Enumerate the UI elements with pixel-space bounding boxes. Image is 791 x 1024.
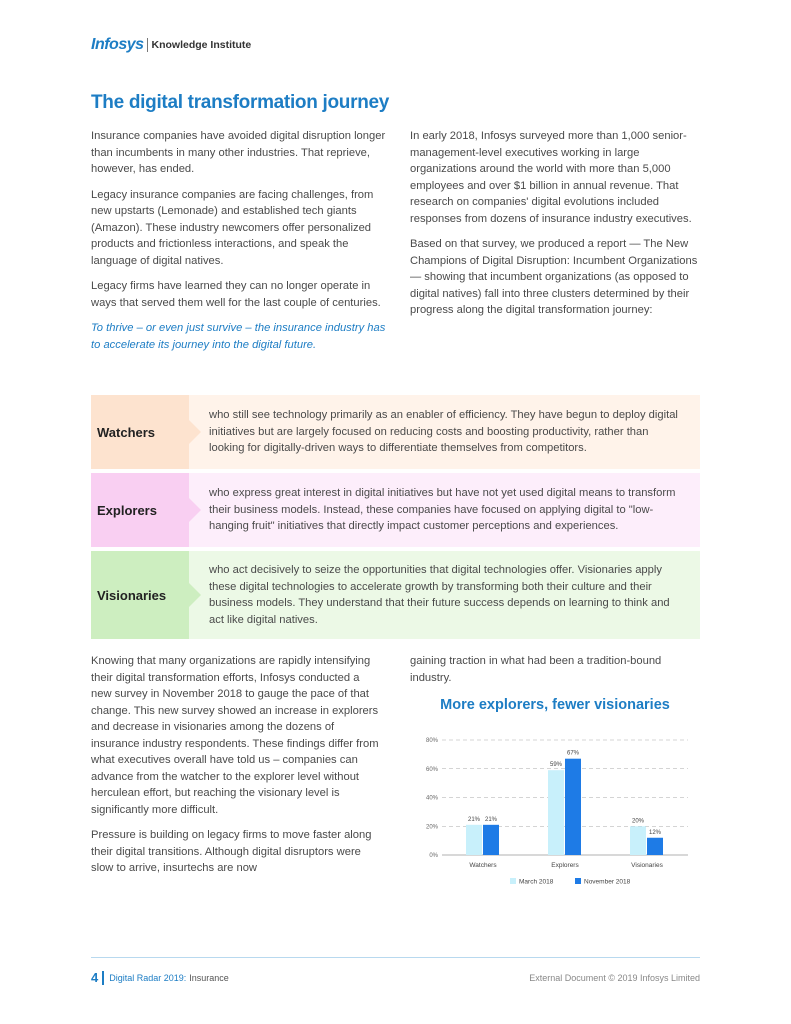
cluster-visionaries <box>91 551 700 639</box>
y-tick-label: 0% <box>429 853 438 859</box>
data-label: 67% <box>566 750 580 757</box>
clusters-panel <box>91 395 700 639</box>
cluster-description: who act decisively to seize the opportunities that digital technologies offer. Visionaries apply these digital technologies to accelerate growth by transforming both their culture and their business models. They understand that their future success depends on learning to think and act like digital natives. <box>209 564 670 626</box>
intro-left-column <box>91 128 386 362</box>
bar <box>565 759 581 855</box>
data-label: 21% <box>484 816 498 823</box>
legend-label: November 2018 <box>584 878 631 886</box>
chart-title: More explorers, fewer visionaries <box>440 697 670 713</box>
page-number: 4 <box>91 970 99 985</box>
bar <box>466 825 482 855</box>
bar <box>647 838 663 855</box>
paragraph: Insurance companies have avoided digital disruption longer than incumbents in many other industries. That reprieve, however, has ended. <box>91 130 386 175</box>
cluster-name: Explorers <box>91 473 189 547</box>
cluster-description: who still see technology primarily as an enabler of efficiency. They have begun to deploy digital initiatives but are largely focused on reducing costs and boosting productivity, rather than looking for digitally-driven ways to differentiate themselves from competitors. <box>209 409 678 455</box>
cluster-description: who express great interest in digital initiatives but have not yet used digital means to transform their business models. Instead, these companies have focused on applying digital to "low-hanging fruit" initiatives that directly impact customer perceptions and experiences. <box>209 487 676 533</box>
logo-divider <box>147 38 148 52</box>
data-label: 12% <box>648 829 662 836</box>
data-label: 59% <box>549 762 563 769</box>
paragraph: Legacy firms have learned they can no longer operate in ways that served them well for the last couple of centuries. <box>91 280 381 309</box>
paragraph: Knowing that many organizations are rapidly intensifying their digital transformation efforts, Infosys conducted a new survey in November 2018 to gauge the pace of that change. This new survey showed an increase in explorers and decrease in visionaries among the dozens of insurance industry respondents. These findings differ from what executives overall have told us – companies can advance from the watcher to the explorer level without herculean effort, but reaching the visionary level is significantly more difficult. <box>91 655 379 816</box>
footer-copyright: External Document © 2019 Infosys Limited <box>529 972 700 983</box>
y-tick-label: 80% <box>425 738 438 744</box>
bar <box>630 826 646 855</box>
paragraph: gaining traction in what had been a tradition-bound industry. <box>410 655 662 684</box>
legend-swatch <box>510 878 516 884</box>
paragraph: Pressure is building on legacy firms to move faster along their digital transitions. Although digital disruptors were slow to arrive, insurtechs are now <box>91 829 372 874</box>
knowledge-institute-label: Knowledge Institute <box>151 39 252 51</box>
footer <box>91 970 700 985</box>
footer-divider <box>91 957 700 958</box>
pull-quote: To thrive – or even just survive – the insurance industry has to accelerate its journey into the digital future. <box>91 322 386 351</box>
x-tick-label: Visionaries <box>631 862 663 869</box>
x-tick-label: Explorers <box>551 862 579 869</box>
paragraph: Legacy insurance companies are facing challenges, from new upstarts (Lemonade) and established tech giants (Amazon). These industry newcomers offer personalized products and frictionless interactions, and speak the language of digital natives. <box>91 188 374 267</box>
legend-label: March 2018 <box>519 878 554 886</box>
x-tick-label: Watchers <box>469 862 497 869</box>
y-tick-label: 40% <box>425 795 438 802</box>
page-number-divider <box>102 971 104 985</box>
cluster-name: Visionaries <box>91 551 189 639</box>
bar <box>483 825 499 855</box>
paragraph: In early 2018, Infosys surveyed more than 1,000 senior-management-level executives working in large organizations around the world with more than 5,000 employees and over $1 billion in annual revenue. That research on companies' digital evolutions included responses from dozens of insurance industry executives. <box>410 130 692 225</box>
intro-right-column <box>410 128 702 328</box>
data-label: 21% <box>467 816 481 823</box>
body-right-column <box>410 653 702 695</box>
body-left-column <box>91 653 383 886</box>
data-label: 20% <box>631 818 645 825</box>
y-tick-label: 60% <box>425 766 438 773</box>
footer-section: Insurance <box>189 972 229 983</box>
infosys-logo: Infosys <box>91 36 144 53</box>
page-title: The digital transformation journey <box>91 92 390 113</box>
cluster-watchers <box>91 395 700 469</box>
cluster-name: Watchers <box>91 395 189 469</box>
legend-swatch <box>575 878 581 884</box>
header <box>91 36 251 54</box>
bar-chart <box>410 730 700 895</box>
paragraph: Based on that survey, we produced a report — The New Champions of Digital Disruption: Incumbent Organizations — showing that incumbent organizations (as opposed to digital natives) fall into three clusters determined by their progress along the digital transformation journey: <box>410 238 698 316</box>
bar <box>548 770 564 855</box>
footer-series: Digital Radar 2019: <box>109 972 187 983</box>
cluster-explorers <box>91 473 700 547</box>
y-tick-label: 20% <box>425 824 438 831</box>
